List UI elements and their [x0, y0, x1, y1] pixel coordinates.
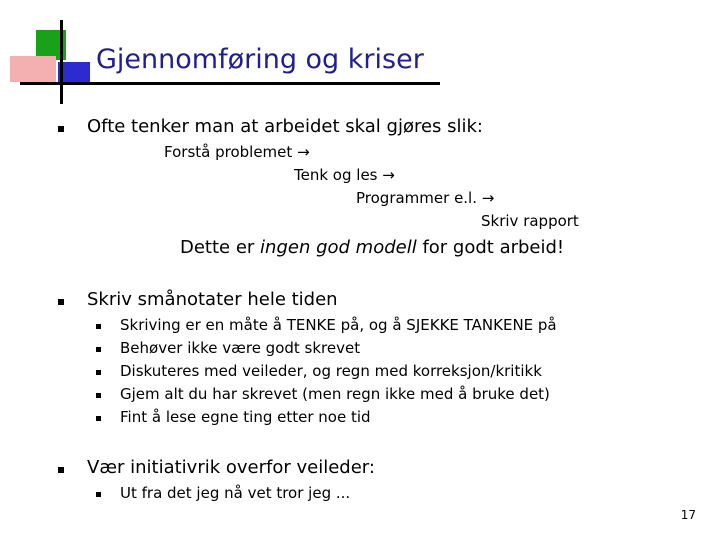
sub-bullet-marker: [96, 492, 101, 497]
sub-item: Diskuteres med veileder, og regn med korreksjon/kritikk: [120, 362, 542, 380]
sub-item: Ut fra det jeg nå vet tror jeg ...: [120, 484, 351, 502]
bullet-3-text: Vær initiativrik overfor veileder:: [87, 457, 375, 478]
sub-bullet-marker: [96, 324, 101, 329]
step-1: Forstå problemet →: [164, 143, 310, 161]
bullet-marker: [58, 299, 64, 305]
conclusion-text: Dette er ingen god modell for godt arbeid!: [180, 237, 565, 258]
bullet-2-text: Skriv smånotater hele tiden: [87, 289, 338, 310]
decor-horizontal-line: [20, 82, 440, 85]
sub-bullet-marker: [96, 347, 101, 352]
step-2: Tenk og les →: [294, 166, 395, 184]
bullet-marker: [58, 467, 64, 473]
bullet-marker: [58, 126, 64, 132]
sub-bullet-marker: [96, 393, 101, 398]
conclusion-emphasis: ingen god modell: [260, 237, 417, 258]
decor-vertical-line: [60, 20, 63, 104]
bullet-1-text: Ofte tenker man at arbeidet skal gjøres slik:: [87, 116, 483, 137]
decor-pink-square: [10, 56, 56, 82]
sub-item: Gjem alt du har skrevet (men regn ikke med å bruke det): [120, 385, 550, 403]
sub-bullet-marker: [96, 370, 101, 375]
page-number: 17: [680, 508, 696, 522]
sub-bullet-marker: [96, 416, 101, 421]
sub-item: Fint å lese egne ting etter noe tid: [120, 408, 371, 426]
step-4: Skriv rapport: [481, 212, 579, 230]
sub-item: Skriving er en måte å TENKE på, og å SJEKKE TANKENE på: [120, 316, 557, 334]
step-3: Programmer e.l. →: [356, 189, 495, 207]
sub-item: Behøver ikke være godt skrevet: [120, 339, 361, 357]
slide-title: Gjennomføring og kriser: [96, 44, 424, 75]
